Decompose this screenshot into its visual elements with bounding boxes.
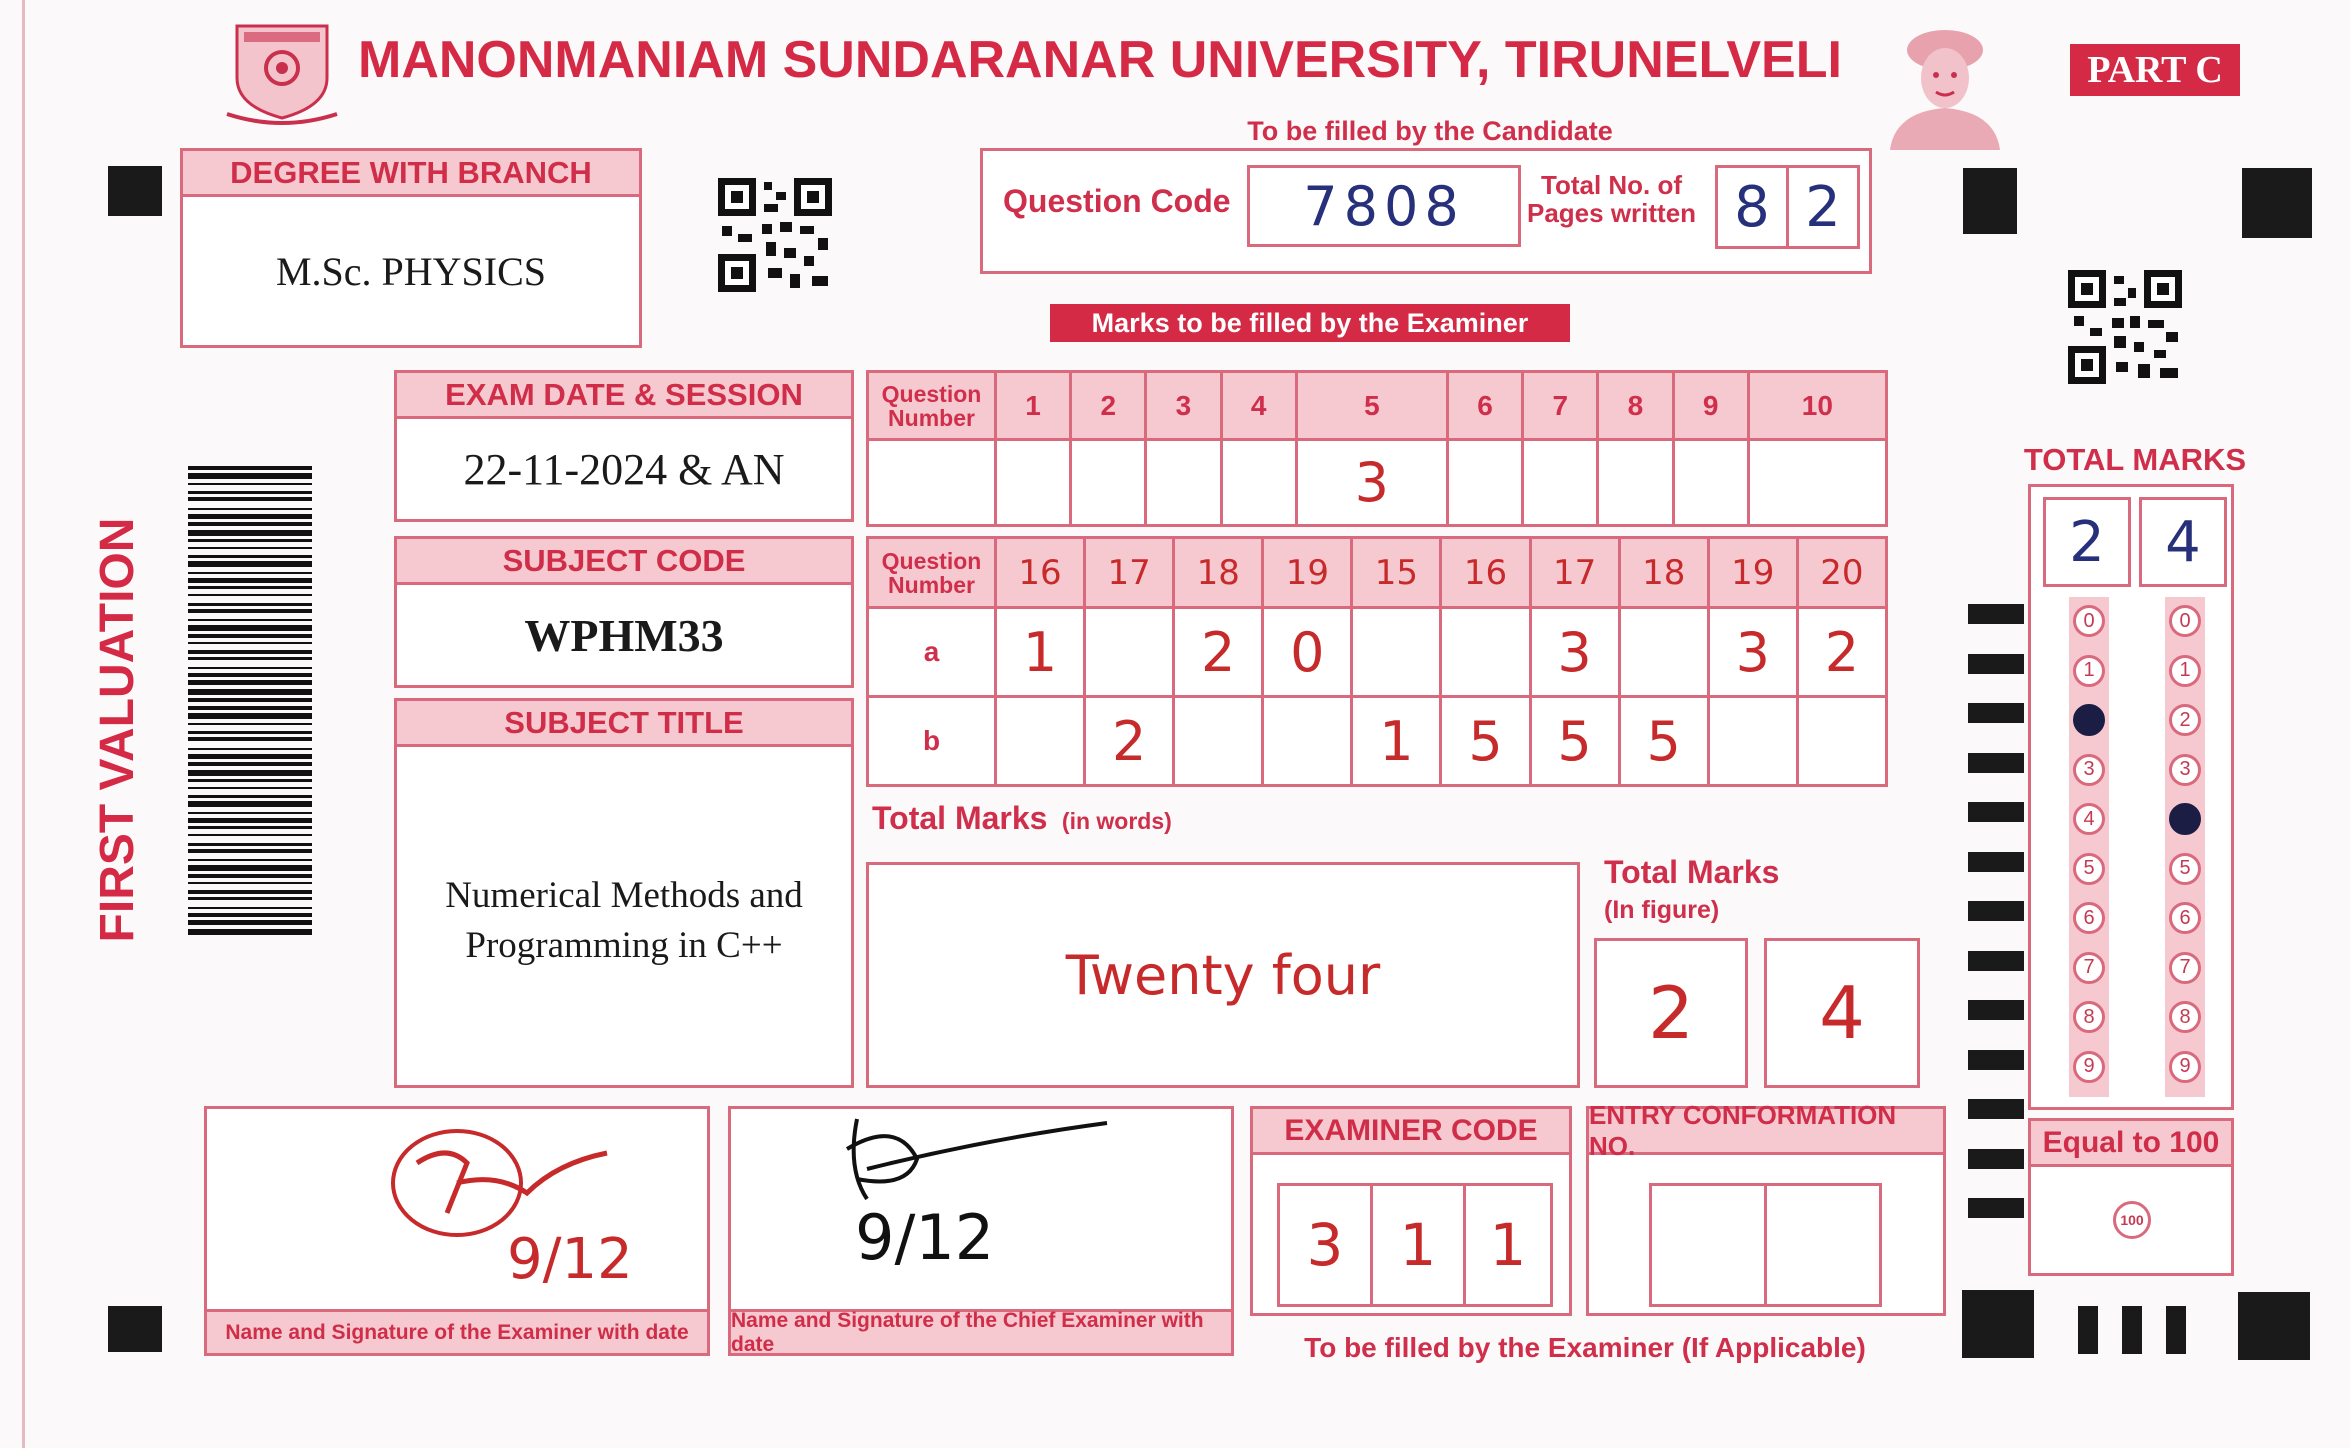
barcode-bar [188,473,312,479]
barcode-bar [188,818,312,823]
omr-digit-2: 4 [2139,497,2227,587]
left-edge-line [22,0,25,1448]
question-code-value: 7808 [1303,174,1465,238]
examiner-code-digit-2: 1 [1370,1183,1466,1307]
barcode-bar [188,586,312,589]
barcode-bar [188,625,312,631]
question-number-5: 5 [1296,372,1447,440]
choice-mark-cell-a-1: 1 [996,608,1085,697]
choice-mark-cell-b-2: 2 [1085,697,1174,786]
examiner-note: Marks to be filled by the Examiner [1050,304,1570,342]
total-words-label [872,800,1172,837]
barcode-bar [188,843,312,846]
mark-cell-q4 [1221,440,1296,526]
barcode-bar [188,859,312,861]
barcode-bar [188,706,312,710]
registration-mark [2242,168,2312,238]
total-marks-omr-label: TOTAL MARKS [2023,442,2247,477]
university-logo-icon [222,18,342,128]
examiner-code-label: EXAMINER CODE [1253,1109,1569,1155]
mark-cell-q3 [1146,440,1221,526]
timing-mark [1968,1050,2024,1070]
exam-date-label: EXAM DATE & SESSION [397,373,851,419]
barcode-bar [188,698,312,702]
total-figure-digit-1: 2 [1594,938,1748,1088]
barcode-bar [188,561,312,567]
question-code-field [1247,165,1521,247]
question-number-header-line1: Question [881,547,982,574]
barcode-bar [188,680,312,685]
timing-mark [1968,1198,2024,1218]
pages-digit-1: 8 [1715,165,1789,249]
choice-mark-cell-b-6: 5 [1441,697,1530,786]
barcode-bar [188,572,312,574]
choice-mark-cell-b-9 [1708,697,1797,786]
barcode-bar [188,578,312,583]
barcode-bar [188,762,312,766]
barcode-bar [188,522,312,526]
barcode-bar [188,689,312,695]
choice-mark-cell-a-10: 2 [1797,608,1886,697]
barcode-bar [188,834,312,836]
barcode-bar [188,514,312,519]
total-words-value: Twenty four [1065,943,1381,1007]
mark-cell-q8 [1598,440,1673,526]
barcode-bar [188,603,312,606]
entry-confirmation-label: ENTRY CONFORMATION NO. [1589,1109,1943,1155]
omr-bubble-col1-6[interactable]: 6 [2073,902,2105,934]
choice-mark-cell-a-4: 0 [1263,608,1352,697]
question-number-6: 6 [1447,372,1522,440]
omr-bubble-col2-6[interactable]: 6 [2169,902,2201,934]
barcode-bar [188,897,312,900]
subject-code-value: WPHM33 [524,609,724,661]
question-number-7: 7 [1523,372,1598,440]
barcode-bar [188,673,312,677]
bubble-100: 100 [2113,1201,2151,1239]
barcode-bar [188,713,312,719]
choice-question-number-4: 19 [1263,538,1352,608]
barcode-bar [188,497,312,501]
registration-mark [2166,1306,2186,1354]
barcode-bar [188,619,312,621]
barcode-bar [188,890,312,894]
choice-mark-cell-a-9: 3 [1708,608,1797,697]
total-words-title: Total Marks [872,800,1048,836]
barcode-bar [188,770,312,776]
barcode-bar [188,483,312,485]
barcode-bar [188,754,312,759]
marks-row-label [868,440,996,526]
pages-label-line1: Total No. of [1541,170,1683,200]
barcode-bar [188,882,312,884]
omr-bubble-col1-8[interactable]: 8 [2073,1001,2105,1033]
barcode-bar [188,913,312,917]
choice-question-number-9: 19 [1708,538,1797,608]
timing-marks [1968,604,2026,1224]
examiner-signature-box [204,1106,710,1356]
subject-title-line2: Programming in C++ [465,925,783,966]
candidate-fill-box [980,148,1872,274]
timing-mark [1968,901,2024,921]
total-words-sub: (in words) [1061,808,1172,834]
choice-question-number-8: 18 [1619,538,1708,608]
subject-code-box [394,536,854,688]
barcode-bar [188,826,312,829]
row-label-a: a [868,608,996,697]
total-figure-label: Total Marks [1604,854,1780,890]
timing-mark [1968,604,2024,624]
omr-bubble-col2-0[interactable]: 0 [2169,605,2201,637]
examiner-code-digit-1: 3 [1277,1183,1373,1307]
choice-mark-cell-b-10 [1797,697,1886,786]
pages-label [1527,171,1696,227]
university-title: MANONMANIAM SUNDARANAR UNIVERSITY, TIRUNELVELI [358,31,1842,89]
registration-mark [2122,1306,2142,1354]
degree-box [180,148,642,348]
barcode-bar [188,466,312,470]
choice-mark-cell-a-3: 2 [1174,608,1263,697]
barcode-bar [188,731,312,734]
registration-mark [2078,1306,2098,1354]
exam-date-box [394,370,854,522]
omr-column-2 [2165,597,2205,1097]
omr-bubble-col1-5[interactable]: 5 [2073,853,2105,885]
omr-column-1 [2069,597,2109,1097]
choice-question-number-2: 17 [1085,538,1174,608]
choice-question-number-3: 18 [1174,538,1263,608]
omr-digit-1: 2 [2043,497,2131,587]
choice-mark-cell-a-7: 3 [1530,608,1619,697]
barcode-bar [188,865,312,871]
question-number-3: 3 [1146,372,1221,440]
subject-title-box [394,698,854,1088]
total-figure-digit-2: 4 [1764,938,1920,1088]
choice-question-number-5: 15 [1352,538,1441,608]
question-number-8: 8 [1598,372,1673,440]
omr-bubble-col2-7[interactable]: 7 [2169,952,2201,984]
timing-mark [1968,753,2024,773]
timing-mark [1968,802,2024,822]
barcode-bar [188,907,312,909]
choice-question-number-1: 16 [996,538,1085,608]
choice-mark-cell-a-6 [1441,608,1530,697]
subject-title-label: SUBJECT TITLE [397,701,851,747]
examiner-signature-label: Name and Signature of the Examiner with date [207,1309,707,1353]
registration-mark [108,166,162,216]
barcode-icon [188,466,312,936]
subject-title-line1: Numerical Methods and [445,875,803,916]
chief-signature-box [728,1106,1234,1356]
exam-date-value: 22-11-2024 & AN [463,444,785,494]
mark-cell-q7 [1523,440,1598,526]
barcode-bar [188,530,312,536]
first-valuation-label: FIRST VALUATION [91,517,144,943]
choice-mark-cell-b-1 [996,697,1085,786]
choice-mark-cell-b-4 [1263,697,1352,786]
mark-cell-q6 [1447,440,1522,526]
choice-mark-cell-a-8 [1619,608,1708,697]
timing-mark [1968,951,2024,971]
barcode-bar [188,539,312,542]
choice-mark-cell-a-5 [1352,608,1441,697]
qr-code-icon [2068,270,2182,384]
mark-cell-q2 [1071,440,1146,526]
examiner-code-digit-3: 1 [1463,1183,1553,1307]
mark-cell-q10 [1748,440,1886,526]
equal-to-box [2028,1118,2234,1276]
choice-question-number-7: 17 [1530,538,1619,608]
barcode-bar [188,667,312,669]
subject-code-label: SUBJECT CODE [397,539,851,585]
omr-bubble-col2-5[interactable]: 5 [2169,853,2201,885]
choice-mark-cell-b-5: 1 [1352,697,1441,786]
question-number-4: 4 [1221,372,1296,440]
barcode-bar [188,555,312,558]
examiner-code-box [1250,1106,1572,1316]
barcode-bar [188,491,312,494]
omr-bubble-col2-3[interactable]: 3 [2169,754,2201,786]
candidate-note: To be filled by the Candidate [1247,115,1613,146]
omr-bubble-col1-7[interactable]: 7 [2073,952,2105,984]
examiner-signature-date: 9/12 [507,1227,633,1292]
degree-label: DEGREE WITH BRANCH [183,151,639,197]
choice-question-number-10: 20 [1797,538,1886,608]
examiner-signature-mark [387,1123,617,1243]
timing-mark [1968,1149,2024,1169]
omr-bubble-col1-9[interactable]: 9 [2073,1051,2105,1083]
barcode-bar [188,609,312,613]
omr-bubble-col2-1[interactable]: 1 [2169,655,2201,687]
timing-mark [1968,654,2024,674]
omr-bubble-col1-3[interactable]: 3 [2073,754,2105,786]
question-number-10: 10 [1748,372,1886,440]
barcode-bar [188,779,312,782]
total-figure-sub: (In figure) [1604,896,1720,924]
entry-confirmation-field-1 [1649,1183,1767,1307]
registration-mark [1962,1290,2034,1358]
timing-mark [1968,852,2024,872]
choice-mark-cell-b-7: 5 [1530,697,1619,786]
barcode-bar [188,642,312,644]
question-number-1: 1 [996,372,1071,440]
question-number-2: 2 [1071,372,1146,440]
entry-confirmation-box [1586,1099,1946,1316]
choice-mark-cell-a-2 [1085,608,1174,697]
chief-signature-label: Name and Signature of the Chief Examiner with date [731,1309,1231,1353]
timing-mark [1968,703,2024,723]
question-number-header-line2: Number [888,404,975,431]
choice-mark-cell-b-8: 5 [1619,697,1708,786]
omr-bubble-col2-2[interactable]: 2 [2169,704,2201,736]
degree-value: M.Sc. PHYSICS [275,248,547,294]
barcode-bar [188,594,312,596]
qr-code-icon [718,178,832,292]
question-number-header-line2: Number [888,571,975,598]
barcode-bar [188,920,312,925]
barcode-bar [188,795,312,798]
subject-title-value [397,871,851,971]
entry-confirmation-field-2 [1764,1183,1882,1307]
barcode-bar [188,737,312,741]
barcode-bar [188,849,312,853]
marks-table-main [866,370,1888,527]
choice-mark-cell-b-3 [1174,697,1263,786]
barcode-bar [188,801,312,807]
question-code-label: Question Code [1003,183,1231,219]
omr-bubble-col2-9[interactable]: 9 [2169,1051,2201,1083]
mark-cell-q1 [996,440,1071,526]
omr-bubble-col1-4[interactable]: 4 [2073,803,2105,835]
omr-bubble-col1-1[interactable]: 1 [2073,655,2105,687]
omr-bubble-col1-2[interactable]: 2 [2073,704,2105,736]
timing-mark [1968,1000,2024,1020]
choice-question-number-6: 16 [1441,538,1530,608]
barcode-bar [188,874,312,878]
barcode-bar [188,787,312,789]
omr-bubble-col2-4[interactable]: 4 [2169,803,2201,835]
row-label-b: b [868,697,996,786]
marks-table-choice [866,536,1888,787]
question-number-header [868,538,996,608]
barcode-bar [188,650,312,654]
part-badge: PART C [2070,44,2240,96]
chief-signature-date: 9/12 [855,1201,995,1274]
founder-portrait-icon [1880,20,2010,150]
omr-bubble-col2-8[interactable]: 8 [2169,1001,2201,1033]
equal-to-label: Equal to 100 [2031,1121,2231,1167]
mark-cell-q5: 3 [1296,440,1447,526]
barcode-bar [188,723,312,725]
total-marks-omr-box [2028,484,2234,1110]
mark-cell-q9 [1673,440,1748,526]
total-words-field [866,862,1580,1088]
omr-bubble-col1-0[interactable]: 0 [2073,605,2105,637]
barcode-bar [188,748,312,750]
registration-mark [1963,168,2017,234]
barcode-bar [188,929,312,935]
barcode-bar [188,657,312,660]
barcode-bar [188,508,312,510]
pages-label-line2: Pages written [1527,198,1697,228]
footer-note: To be filled by the Examiner (If Applicable) [1304,1332,1866,1363]
barcode-bar [188,812,312,814]
pages-digit-2: 2 [1786,165,1860,249]
registration-mark [108,1306,162,1352]
question-number-9: 9 [1673,372,1748,440]
question-number-header-line1: Question [881,380,982,407]
question-number-header [868,372,996,440]
timing-mark [1968,1099,2024,1119]
registration-mark [2238,1292,2310,1360]
barcode-bar [188,634,312,638]
barcode-bar [188,547,312,549]
